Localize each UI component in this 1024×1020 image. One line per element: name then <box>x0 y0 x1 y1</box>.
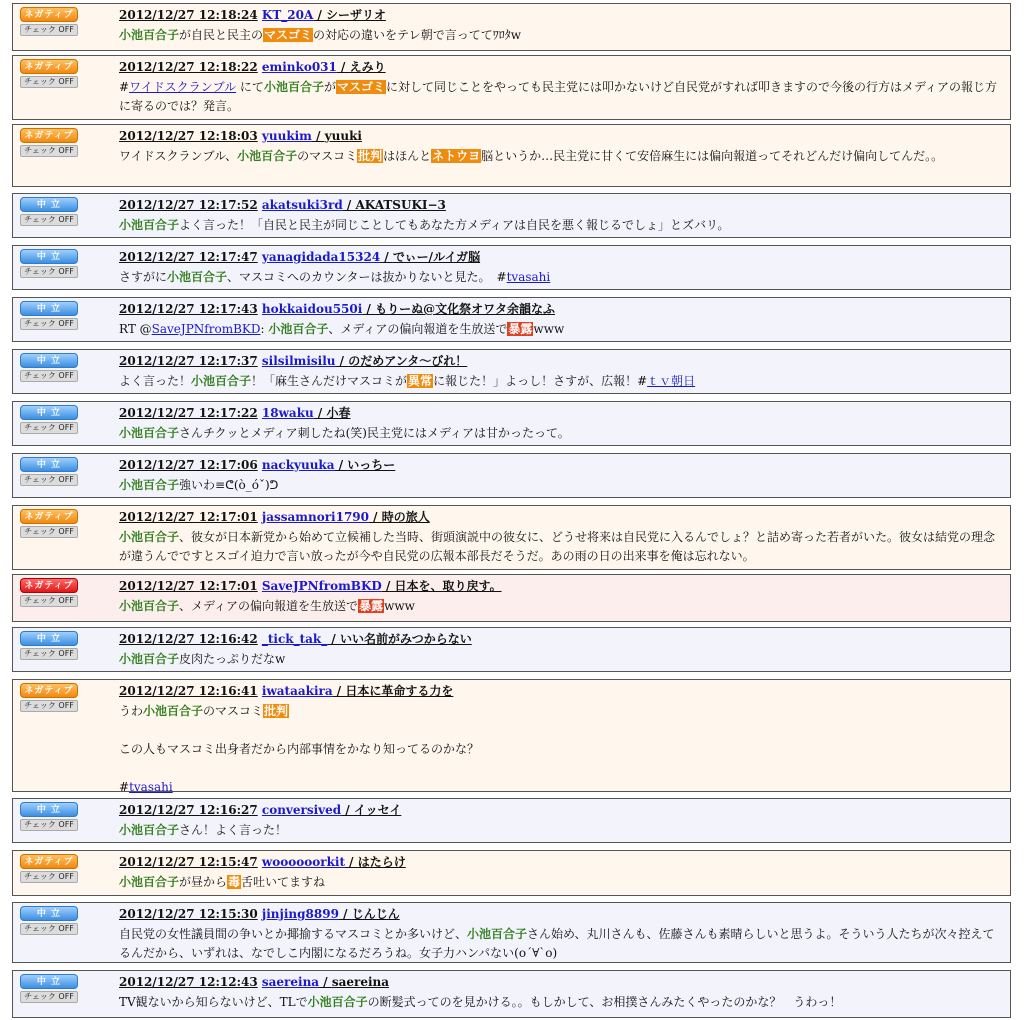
tweet-user-link[interactable]: 18waku <box>261 406 314 420</box>
tweet-header <box>119 854 1002 870</box>
sentiment-badges <box>20 509 78 538</box>
flagged-word-highlight: ネトウヨ <box>432 149 481 163</box>
tweet-separator: / <box>338 907 352 921</box>
tweet-header <box>119 457 1002 473</box>
check-off-button[interactable]: チェック OFF <box>20 595 78 607</box>
check-off-button[interactable]: チェック OFF <box>20 648 78 660</box>
tweet-separator: / <box>313 8 327 22</box>
keyword-highlight: 小池百合子 <box>119 599 180 613</box>
keyword-highlight: 小池百合子 <box>119 652 180 666</box>
tweet-row <box>12 297 1011 342</box>
tweet-user-link[interactable]: SaveJPNfromBKD <box>261 579 382 593</box>
neutral-button[interactable]: 中 立 <box>20 974 78 989</box>
tweet-display-name: イッセイ <box>353 803 402 817</box>
tweet-display-name: yuuki <box>324 129 362 143</box>
check-off-button[interactable]: チェック OFF <box>20 422 78 434</box>
tweet-content <box>119 457 1002 495</box>
tweet-content <box>119 974 1002 1012</box>
tweet-row <box>12 970 1011 1018</box>
hashtag-link[interactable]: ｔｖ朝日 <box>647 374 696 388</box>
tweet-row <box>12 850 1011 896</box>
tweet-row <box>12 679 1011 792</box>
hashtag-link[interactable]: tvasahi <box>129 780 173 794</box>
tweet-display-name: じんじん <box>351 907 400 921</box>
check-off-button[interactable]: チェック OFF <box>20 526 78 538</box>
sentiment-badges <box>20 249 78 278</box>
tweet-header <box>119 578 1002 594</box>
tweet-display-name: 時の旅人 <box>381 510 430 524</box>
tweet-timestamp: 2012/12/27 12:17:37 <box>119 354 258 368</box>
tweet-user-link[interactable]: akatsuki3rd <box>261 198 343 212</box>
tweet-timestamp: 2012/12/27 12:17:01 <box>119 510 258 524</box>
tweet-timestamp: 2012/12/27 12:18:24 <box>119 8 258 22</box>
tweet-separator: / <box>311 129 325 143</box>
keyword-highlight: 小池百合子 <box>119 478 180 492</box>
tweet-timestamp: 2012/12/27 12:16:42 <box>119 632 258 646</box>
tweet-separator: / <box>313 406 327 420</box>
flagged-word-highlight-red: 暴露 <box>508 322 533 336</box>
sentiment-badges <box>20 128 78 157</box>
sentiment-badges <box>20 457 78 486</box>
negative-button[interactable]: ネガティブ <box>20 509 78 524</box>
sentiment-badges <box>20 802 78 831</box>
keyword-highlight: 小池百合子 <box>307 995 368 1009</box>
flagged-word-highlight: マスゴミ <box>336 80 385 94</box>
tweet-header <box>119 906 1002 922</box>
tweet-header <box>119 249 1002 265</box>
tweet-user-link[interactable]: iwataakira <box>261 684 333 698</box>
sentiment-badges <box>20 906 78 935</box>
tweet-content <box>119 578 1002 616</box>
tweet-row <box>12 245 1011 290</box>
tweet-user-link[interactable]: yanagidada15324 <box>261 250 381 264</box>
tweet-header <box>119 59 1002 75</box>
negative-button[interactable]: ネガティブ <box>20 7 78 22</box>
negative-button[interactable]: ネガティブ <box>20 854 78 869</box>
tweet-row <box>12 124 1011 187</box>
tweet-row <box>12 505 1011 570</box>
tweet-user-link[interactable]: jassamnori1790 <box>261 510 369 524</box>
flagged-word-highlight: 批判 <box>264 704 289 718</box>
tweet-text: TV観ないから知らないけど、TLで小池百合子の断髪式ってのを見かける。。もしかして、お相撲さんみたくやったのかな？ うわっ！ <box>119 995 842 1009</box>
keyword-highlight: 小池百合子 <box>263 80 324 94</box>
neutral-button[interactable]: 中 立 <box>20 249 78 264</box>
tweet-user-link[interactable]: jinjing8899 <box>261 907 339 921</box>
tweet-content <box>119 683 1002 797</box>
tweet-header <box>119 353 1002 369</box>
keyword-highlight: 小池百合子 <box>119 875 180 889</box>
check-off-button[interactable]: チェック OFF <box>20 819 78 831</box>
tweet-text: ワイドスクランブル、小池百合子のマスコミ批判はほんとネトウヨ脳というか…民主党に甘くて安倍麻生には偏向報道ってそれどんだけ偏向してんだ。。 <box>119 149 944 163</box>
tweet-header <box>119 128 1002 144</box>
tweet-content <box>119 906 1002 963</box>
tweet-display-name: 小春 <box>326 406 351 420</box>
hashtag-link[interactable]: SaveJPNfromBKD <box>151 322 261 336</box>
tweet-separator: / <box>380 250 393 264</box>
sentiment-badges <box>20 353 78 382</box>
tweet-text: うわ小池百合子のマスコミ批判 この人もマスコミ出身者だから内部事情をかなり知ってるのかな？ #tvasahi <box>119 704 480 794</box>
tweet-content <box>119 59 1002 116</box>
tweet-timestamp: 2012/12/27 12:17:52 <box>119 198 258 212</box>
tweet-header <box>119 7 1002 23</box>
sentiment-badges <box>20 197 78 226</box>
negative-button[interactable]: ネガティブ <box>20 683 78 698</box>
neutral-button[interactable]: 中 立 <box>20 353 78 368</box>
sentiment-badges <box>20 301 78 330</box>
check-off-button[interactable]: チェック OFF <box>20 370 78 382</box>
tweet-timestamp: 2012/12/27 12:16:41 <box>119 684 258 698</box>
tweet-timestamp: 2012/12/27 12:17:06 <box>119 458 258 472</box>
check-off-button[interactable]: チェック OFF <box>20 871 78 883</box>
check-off-button[interactable]: チェック OFF <box>20 991 78 1003</box>
sentiment-badges <box>20 974 78 1003</box>
tweet-row <box>12 349 1011 394</box>
tweet-separator: / <box>332 684 346 698</box>
check-off-button[interactable]: チェック OFF <box>20 24 78 36</box>
tweet-row <box>12 574 1011 622</box>
tweet-separator: / <box>319 975 332 989</box>
check-off-button[interactable]: チェック OFF <box>20 266 78 278</box>
tweet-row <box>12 453 1011 498</box>
tweet-user-link[interactable]: silsilmisilu <box>261 354 336 368</box>
tweet-content <box>119 854 1002 892</box>
tweet-row <box>12 401 1011 446</box>
negative-button[interactable]: ネガティブ <box>20 59 78 74</box>
tweet-row <box>12 902 1011 963</box>
tweet-timestamp: 2012/12/27 12:17:01 <box>119 579 258 593</box>
tweet-content <box>119 301 1002 339</box>
tweet-display-name: いい名前がみつからない <box>340 632 472 646</box>
tweet-text: よく言った！小池百合子！「麻生さんだけマスコミが異常に報じた！」よっし！さすが、広報！#ｔｖ朝日 <box>119 374 696 388</box>
tweet-separator: / <box>335 354 349 368</box>
keyword-highlight: 小池百合子 <box>119 426 180 440</box>
sentiment-badges <box>20 631 78 660</box>
tweet-timestamp: 2012/12/27 12:17:47 <box>119 250 258 264</box>
tweet-separator: / <box>341 803 354 817</box>
tweet-header <box>119 802 1002 818</box>
tweet-row <box>12 627 1011 672</box>
tweet-user-link[interactable]: hokkaidou550i <box>261 302 363 316</box>
flagged-word-highlight: 毒 <box>228 875 241 889</box>
keyword-highlight: 小池百合子 <box>191 374 252 388</box>
keyword-highlight: 小池百合子 <box>119 218 180 232</box>
neutral-button[interactable]: 中 立 <box>20 197 78 212</box>
keyword-highlight: 小池百合子 <box>467 927 528 941</box>
tweet-content <box>119 509 1002 566</box>
tweet-timestamp: 2012/12/27 12:15:30 <box>119 907 258 921</box>
tweet-content <box>119 405 1002 443</box>
tweet-text: 小池百合子強いわ≡ᕦ(ò_óˇ)ᕤ <box>119 478 279 492</box>
tweet-content <box>119 631 1002 669</box>
tweet-text: RT @SaveJPNfromBKD: 小池百合子、メディアの偏向報道を生放送で暴露www <box>119 322 565 336</box>
tweet-display-name: 日本に革命する力を <box>345 684 454 698</box>
tweet-timestamp: 2012/12/27 12:17:43 <box>119 302 258 316</box>
tweet-content <box>119 249 1002 287</box>
tweet-text: 小池百合子、彼女が日本新党から始めて立候補した当時、街頭演説中の彼女に、どうせ将来は自民党に入るんでしょ？と詰め寄った若者がいた。彼女は結党の理念が違うんでですとスゴイ迫力で言い放ったが今や自民党の広報本部長だそうだ。あの雨の日の出来事を俺は忘れない。 <box>119 530 996 563</box>
tweet-text: 小池百合子さん！よく言った！ <box>119 823 288 837</box>
tweet-text: さすがに小池百合子、マスコミへのカウンターは抜かりないと見た。 #tvasahi <box>119 270 551 284</box>
tweet-timestamp: 2012/12/27 12:18:22 <box>119 60 258 74</box>
flagged-word-highlight: 異常 <box>408 374 433 388</box>
tweet-display-name: いっちー <box>347 458 396 472</box>
flagged-word-highlight: 批判 <box>358 149 383 163</box>
tweet-content <box>119 353 1002 391</box>
tweet-user-link[interactable]: KT_20A <box>261 8 314 22</box>
tweet-timestamp: 2012/12/27 12:15:47 <box>119 855 258 869</box>
tweet-user-link[interactable]: eminko031 <box>261 60 337 74</box>
tweet-content <box>119 197 1002 235</box>
tweet-user-link[interactable]: _tick_tak_ <box>261 632 328 646</box>
keyword-highlight: 小池百合子 <box>268 322 329 336</box>
tweet-display-name: saereina <box>331 975 390 989</box>
tweet-header <box>119 683 1002 699</box>
neutral-button[interactable]: 中 立 <box>20 301 78 316</box>
tweet-separator: / <box>342 198 356 212</box>
neutral-button[interactable]: 中 立 <box>20 631 78 646</box>
keyword-highlight: 小池百合子 <box>119 28 180 42</box>
tweet-separator: / <box>369 510 382 524</box>
tweet-timestamp: 2012/12/27 12:12:43 <box>119 975 258 989</box>
tweet-text: #ワイドスクランブル にて小池百合子がマスゴミに対して同じことをやっても民主党には叩かないけど自民党がすれば叩きますので今後の行方はメディアの報じ方に寄るのでは？発言。 <box>119 80 998 113</box>
tweet-separator: / <box>336 60 350 74</box>
tweet-display-name: はたらけ <box>357 855 406 869</box>
tweet-user-link[interactable]: conversived <box>261 803 342 817</box>
sentiment-badges <box>20 683 78 712</box>
hashtag-link[interactable]: tvasahi <box>506 270 551 284</box>
sentiment-badges <box>20 854 78 883</box>
check-off-button[interactable]: チェック OFF <box>20 76 78 88</box>
sentiment-badges <box>20 405 78 434</box>
check-off-button[interactable]: チェック OFF <box>20 474 78 486</box>
check-off-button[interactable]: チェック OFF <box>20 214 78 226</box>
tweet-display-name: 日本を、取り戻す。 <box>394 579 502 593</box>
neutral-button[interactable]: 中 立 <box>20 405 78 420</box>
keyword-highlight: 小池百合子 <box>143 704 204 718</box>
check-off-button[interactable]: チェック OFF <box>20 923 78 935</box>
tweet-separator: / <box>381 579 395 593</box>
tweet-user-link[interactable]: nackyuuka <box>261 458 335 472</box>
tweet-timestamp: 2012/12/27 12:16:27 <box>119 803 258 817</box>
neutral-button[interactable]: 中 立 <box>20 457 78 472</box>
tweet-content <box>119 128 1002 166</box>
tweet-row <box>12 193 1011 238</box>
negative-button[interactable]: ネガティブ <box>20 578 78 593</box>
tweet-text: 小池百合子、メディアの偏向報道を生放送で暴露www <box>119 599 415 613</box>
tweet-user-link[interactable]: yuukim <box>261 129 312 143</box>
tweet-row <box>12 798 1011 843</box>
tweet-content <box>119 802 1002 840</box>
check-off-button[interactable]: チェック OFF <box>20 700 78 712</box>
tweet-user-link[interactable]: saereina <box>261 975 320 989</box>
check-off-button[interactable]: チェック OFF <box>20 318 78 330</box>
tweet-header <box>119 509 1002 525</box>
tweet-header <box>119 197 1002 213</box>
keyword-highlight: 小池百合子 <box>119 530 180 544</box>
flagged-word-highlight-red: 暴露 <box>359 599 384 613</box>
tweet-text: 自民党の女性議員間の争いとか揶揄するマスコミとか多いけど、小池百合子さん始め、丸川さんも、佐藤さんも素晴らしいと思うよ。そういう人たちが次々控えてるんだから、いずれは、なでしこ内閣になるだろうね。女子力ハンパない(o´∀`o) <box>119 927 995 960</box>
tweet-display-name: でぃー/ルイガ脳 <box>392 250 481 264</box>
neutral-button[interactable]: 中 立 <box>20 906 78 921</box>
flagged-word-highlight: マスゴミ <box>264 28 313 42</box>
tweet-display-name: シーザリオ <box>326 8 386 22</box>
tweet-separator: / <box>362 302 376 316</box>
tweet-separator: / <box>344 855 358 869</box>
keyword-highlight: 小池百合子 <box>167 270 228 284</box>
tweet-display-name: のだめアンタ〜びれ！ <box>348 354 468 368</box>
keyword-highlight: 小池百合子 <box>237 149 298 163</box>
check-off-button[interactable]: チェック OFF <box>20 145 78 157</box>
sentiment-badges <box>20 7 78 36</box>
tweet-text: 小池百合子が昼から毒舌吐いてますね <box>119 875 326 889</box>
tweet-header <box>119 405 1002 421</box>
tweet-row <box>12 3 1011 51</box>
sentiment-badges <box>20 59 78 88</box>
tweet-separator: / <box>334 458 348 472</box>
tweet-separator: / <box>327 632 340 646</box>
keyword-highlight: 小池百合子 <box>119 823 180 837</box>
sentiment-badges <box>20 578 78 607</box>
tweet-header <box>119 631 1002 647</box>
tweet-row <box>12 55 1011 120</box>
tweet-text: 小池百合子が自民と民主のマスゴミの対応の違いをテレ朝で言っててﾜﾛﾀw <box>119 28 522 42</box>
tweet-header <box>119 301 1002 317</box>
tweet-display-name: もりーぬ@文化祭オワタ余韻なふ <box>375 302 555 316</box>
tweet-content <box>119 7 1002 45</box>
negative-button[interactable]: ネガティブ <box>20 128 78 143</box>
tweet-text: 小池百合子皮肉たっぷりだなw <box>119 652 286 666</box>
neutral-button[interactable]: 中 立 <box>20 802 78 817</box>
tweet-user-link[interactable]: woooooorkit <box>261 855 345 869</box>
tweet-header <box>119 974 1002 990</box>
tweet-timestamp: 2012/12/27 12:18:03 <box>119 129 258 143</box>
tweet-display-name: AKATSUKI−3 <box>355 198 446 212</box>
hashtag-link[interactable]: ワイドスクランブル <box>129 80 237 94</box>
tweet-text: 小池百合子よく言った！「自民と民主が同じことしてもあなた方メディアは自民を悪く報じるでしょ」とズバリ。 <box>119 218 730 232</box>
tweet-text: 小池百合子さんチクッとメディア刺したね(笑)民主党にはメディアは甘かったって。 <box>119 426 570 440</box>
tweet-timestamp: 2012/12/27 12:17:22 <box>119 406 258 420</box>
tweet-display-name: えみり <box>349 60 386 74</box>
